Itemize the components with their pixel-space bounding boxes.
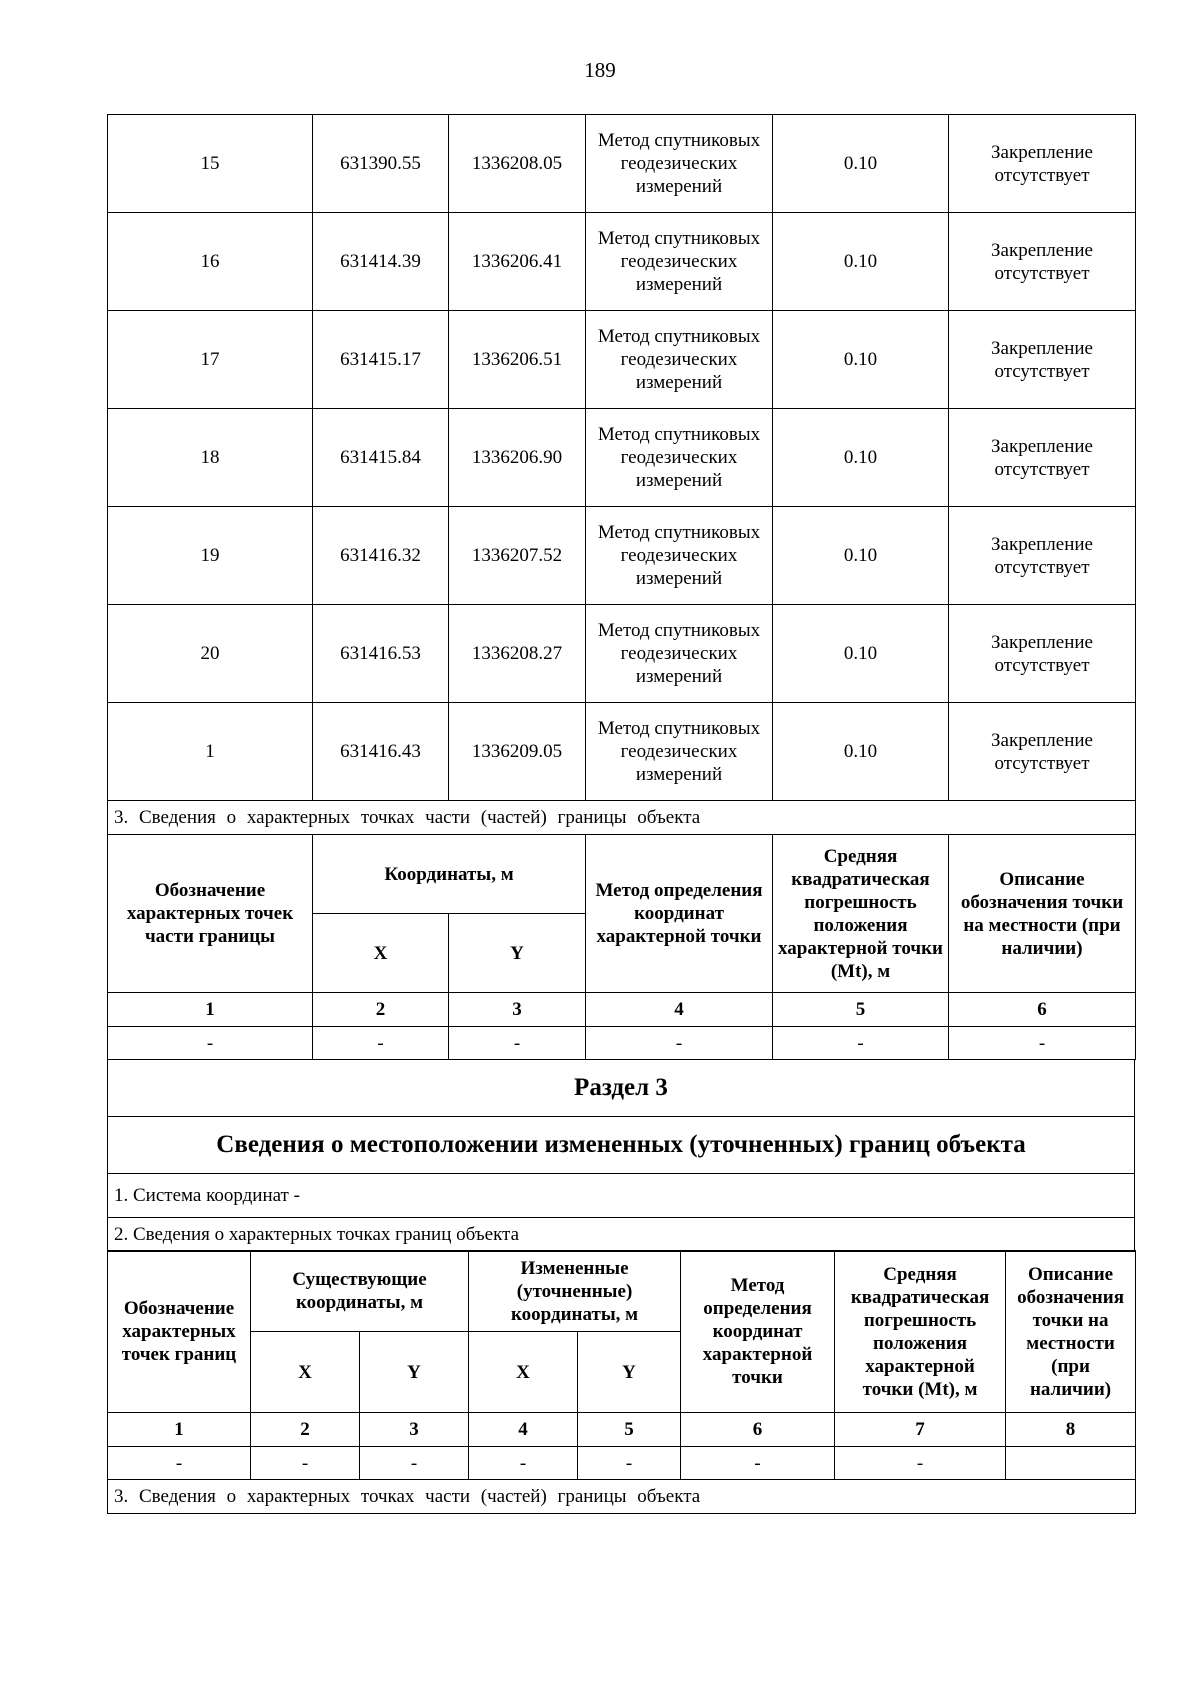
empty-cell: -: [251, 1447, 360, 1480]
empty-cell: -: [108, 1447, 251, 1480]
cell-method: Метод спутниковых геодезических измерений: [586, 605, 773, 703]
section3-subtitle-row: [108, 1116, 1135, 1173]
cell-accuracy: 0.10: [773, 213, 949, 311]
header-accuracy: Средняя квадратическая погрешность положения характерной точки (Mt), м: [773, 835, 949, 993]
col-number: 3: [449, 993, 586, 1027]
section3-title-row: [108, 1059, 1135, 1116]
changed-header-row-1: [108, 1251, 1136, 1332]
header-description: Описание обозначения точки на местности (при наличии): [1006, 1251, 1136, 1413]
cell-point: 20: [108, 605, 313, 703]
empty-cell: [1006, 1447, 1136, 1480]
header-designation: Обозначение характерных точек части границы: [108, 835, 313, 993]
cell-y: 1336209.05: [449, 703, 586, 801]
coord-system-row: [108, 1173, 1135, 1217]
part-header-row-1: [108, 835, 1136, 914]
empty-cell: -: [108, 1027, 313, 1060]
coord-system: 1. Система координат -: [108, 1173, 1135, 1217]
cell-x: 631416.53: [313, 605, 449, 703]
col-number: 4: [586, 993, 773, 1027]
section3-header-table: [107, 1059, 1135, 1252]
cell-accuracy: 0.10: [773, 507, 949, 605]
coordinates-block: [107, 114, 1135, 1514]
table-row: [108, 409, 1136, 507]
col-number: 5: [773, 993, 949, 1027]
empty-cell: -: [360, 1447, 469, 1480]
empty-cell: -: [835, 1447, 1006, 1480]
section3-points-caption-row: [108, 1217, 1135, 1251]
cell-x: 631415.17: [313, 311, 449, 409]
col-number: 3: [360, 1413, 469, 1447]
col-number: 4: [469, 1413, 578, 1447]
section3-subtitle: Сведения о местоположении измененных (уточненных) границ объекта: [108, 1116, 1135, 1173]
cell-accuracy: 0.10: [773, 605, 949, 703]
header-existing-coords: Существующие координаты, м: [251, 1251, 469, 1332]
cell-point: 1: [108, 703, 313, 801]
col-number: 6: [949, 993, 1136, 1027]
header-y: Y: [449, 914, 586, 993]
section3-title: Раздел 3: [108, 1059, 1135, 1116]
empty-cell: -: [469, 1447, 578, 1480]
section3-part-caption-row: [108, 1480, 1136, 1514]
cell-description: Закрепление отсутствует: [949, 311, 1136, 409]
header-x: X: [251, 1332, 360, 1413]
cell-y: 1336206.41: [449, 213, 586, 311]
cell-x: 631416.32: [313, 507, 449, 605]
cell-point: 19: [108, 507, 313, 605]
cell-point: 16: [108, 213, 313, 311]
cell-description: Закрепление отсутствует: [949, 409, 1136, 507]
header-description: Описание обозначения точки на местности (при наличии): [949, 835, 1136, 993]
table-row: [108, 507, 1136, 605]
cell-accuracy: 0.10: [773, 409, 949, 507]
cell-method: Метод спутниковых геодезических измерений: [586, 311, 773, 409]
cell-point: 15: [108, 115, 313, 213]
part-points-caption-row: [108, 801, 1136, 835]
cell-accuracy: 0.10: [773, 311, 949, 409]
cell-x: 631390.55: [313, 115, 449, 213]
col-number: 8: [1006, 1413, 1136, 1447]
empty-cell: -: [313, 1027, 449, 1060]
cell-description: Закрепление отсутствует: [949, 213, 1136, 311]
cell-description: Закрепление отсутствует: [949, 605, 1136, 703]
col-number: 1: [108, 1413, 251, 1447]
cell-method: Метод спутниковых геодезических измерений: [586, 507, 773, 605]
table-row: [108, 213, 1136, 311]
changed-empty-row: [108, 1447, 1136, 1480]
cell-method: Метод спутниковых геодезических измерений: [586, 115, 773, 213]
cell-description: Закрепление отсутствует: [949, 115, 1136, 213]
points-table: [107, 114, 1136, 1060]
cell-x: 631416.43: [313, 703, 449, 801]
header-method: Метод определения координат характерной точки: [586, 835, 773, 993]
part-points-caption: 3. Сведения о характерных точках части (частей) границы объекта: [108, 801, 1136, 835]
col-number: 2: [251, 1413, 360, 1447]
table-row: [108, 605, 1136, 703]
part-empty-row: [108, 1027, 1136, 1060]
cell-accuracy: 0.10: [773, 703, 949, 801]
table-row: [108, 115, 1136, 213]
cell-accuracy: 0.10: [773, 115, 949, 213]
col-number: 5: [578, 1413, 681, 1447]
header-accuracy: Средняя квадратическая погрешность положения характерной точки (Mt), м: [835, 1251, 1006, 1413]
table-row: [108, 703, 1136, 801]
cell-y: 1336206.90: [449, 409, 586, 507]
cell-y: 1336208.05: [449, 115, 586, 213]
col-number: 7: [835, 1413, 1006, 1447]
cell-point: 17: [108, 311, 313, 409]
header-changed-coords: Измененные (уточненные) координаты, м: [469, 1251, 681, 1332]
cell-y: 1336208.27: [449, 605, 586, 703]
cell-x: 631414.39: [313, 213, 449, 311]
header-x: X: [313, 914, 449, 993]
cell-method: Метод спутниковых геодезических измерений: [586, 213, 773, 311]
empty-cell: -: [949, 1027, 1136, 1060]
col-number: 6: [681, 1413, 835, 1447]
col-number: 2: [313, 993, 449, 1027]
cell-y: 1336206.51: [449, 311, 586, 409]
empty-cell: -: [578, 1447, 681, 1480]
empty-cell: -: [586, 1027, 773, 1060]
cell-method: Метод спутниковых геодезических измерений: [586, 409, 773, 507]
empty-cell: -: [681, 1447, 835, 1480]
changed-borders-table: [107, 1250, 1136, 1514]
section3-points-caption: 2. Сведения о характерных точках границ объекта: [108, 1217, 1135, 1251]
changed-number-row: [108, 1413, 1136, 1447]
cell-y: 1336207.52: [449, 507, 586, 605]
header-coordinates: Координаты, м: [313, 835, 586, 914]
header-x: X: [469, 1332, 578, 1413]
col-number: 1: [108, 993, 313, 1027]
cell-description: Закрепление отсутствует: [949, 703, 1136, 801]
table-row: [108, 311, 1136, 409]
header-y: Y: [578, 1332, 681, 1413]
points-table-body: [108, 115, 1136, 801]
section3-part-caption: 3. Сведения о характерных точках части (частей) границы объекта: [108, 1480, 1136, 1514]
cell-x: 631415.84: [313, 409, 449, 507]
header-y: Y: [360, 1332, 469, 1413]
empty-cell: -: [449, 1027, 586, 1060]
empty-cell: -: [773, 1027, 949, 1060]
part-number-row: [108, 993, 1136, 1027]
header-designation: Обозначение характерных точек границ: [108, 1251, 251, 1413]
page-number: 189: [584, 58, 616, 82]
cell-method: Метод спутниковых геодезических измерений: [586, 703, 773, 801]
header-method: Метод определения координат характерной точки: [681, 1251, 835, 1413]
cell-description: Закрепление отсутствует: [949, 507, 1136, 605]
cell-point: 18: [108, 409, 313, 507]
